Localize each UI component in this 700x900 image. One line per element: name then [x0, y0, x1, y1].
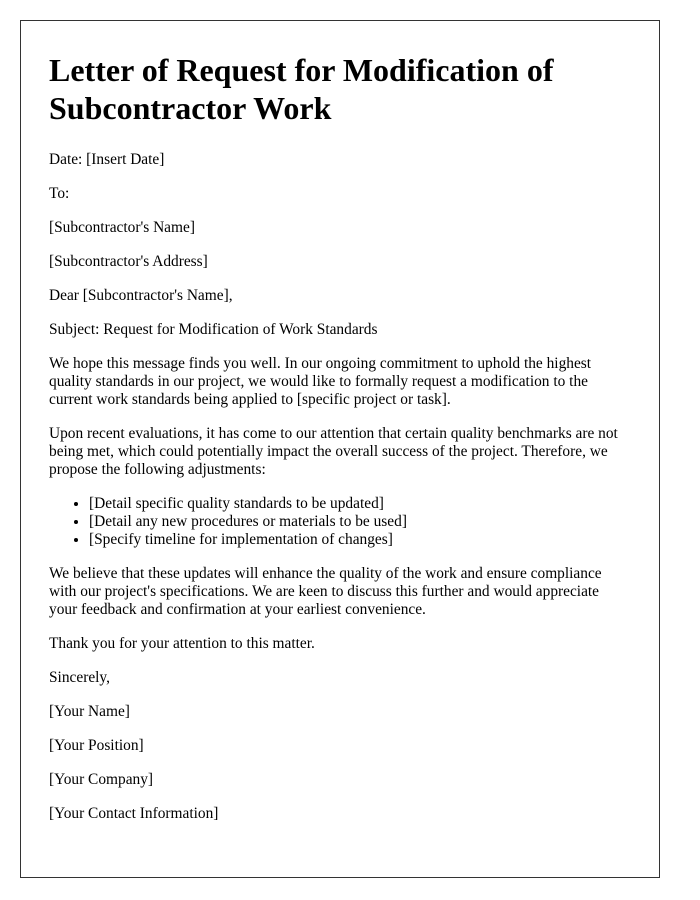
signature-position: [Your Position]: [49, 737, 144, 754]
closing-line: Sincerely,: [49, 669, 110, 686]
adjustments-list: [49, 495, 631, 549]
signature-company: [Your Company]: [49, 771, 154, 788]
subject-line: Subject: Request for Modification of Work Standards: [49, 321, 378, 338]
signature-contact: [Your Contact Information]: [49, 805, 219, 822]
date-line: Date: [Insert Date]: [49, 151, 165, 168]
body-paragraph-3: We believe that these updates will enhance the quality of the work and ensure compliance with our project's specifications. We are keen to discuss this further and would appreciate your feedback and confirmation at your earliest convenience.: [49, 565, 602, 618]
salutation: Dear [Subcontractor's Name],: [49, 287, 233, 304]
signature-name: [Your Name]: [49, 703, 130, 720]
recipient-address: [Subcontractor's Address]: [49, 253, 208, 270]
body-paragraph-1: We hope this message finds you well. In our ongoing commitment to uphold the highest quality standards in our project, we would like to formally request a modification to the current work standards being applied to [specific project or task].: [49, 355, 592, 408]
list-item: • [Detail any new procedures or materials to be used]: [89, 513, 631, 531]
body-paragraph-2: Upon recent evaluations, it has come to our attention that certain quality benchmarks are not being met, which could potentially impact the overall success of the project. Therefore, we propose the following adjustments:: [49, 425, 618, 478]
letter-title: Letter of Request for Modification of Subcontractor Work: [49, 52, 554, 126]
list-item: • [Specify timeline for implementation of changes]: [89, 531, 631, 549]
thanks-line: Thank you for your attention to this matter.: [49, 635, 315, 652]
letter-document: [20, 20, 660, 878]
recipient-name: [Subcontractor's Name]: [49, 219, 195, 236]
to-label: To:: [49, 185, 70, 202]
list-item: • [Detail specific quality standards to be updated]: [89, 495, 631, 513]
